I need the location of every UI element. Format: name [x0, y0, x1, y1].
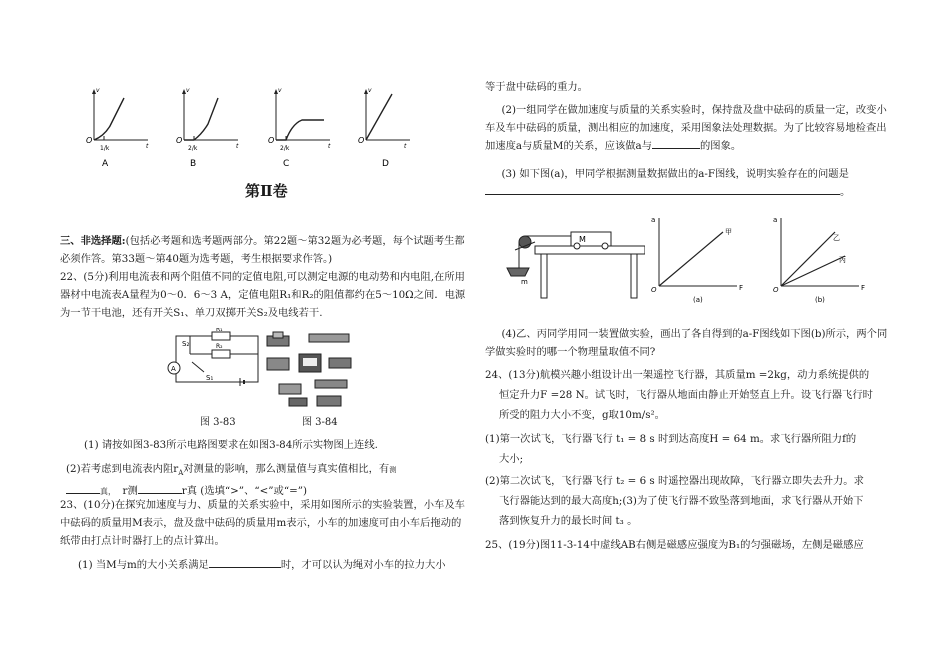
graph-a-f-b — [767, 212, 887, 304]
q23-part3-end: 。 — [840, 186, 851, 198]
q22-part2-b: 对测量的影响，那么测量值与真实值相比，有 — [183, 463, 390, 475]
part3-text: (包括必考题和选考题两部分。第22题～第32题为必考题，每个试题考生都必须作答。第33题～第40题为选考题，考生根据要求作答。) — [60, 235, 465, 265]
graph-c-origin: O — [268, 136, 275, 145]
graph-b-x-label: F — [861, 284, 866, 292]
fig-3-83-caption: 图 3-83 — [200, 417, 236, 428]
graph-c-axis-t: t — [328, 143, 331, 150]
graph-b — [176, 87, 239, 168]
blank-e-compare[interactable] — [66, 493, 100, 494]
q24-line6: (2)第二次试飞，飞行器飞行 t₂ = 6 s 时遥控器出现故障，飞行器立即失去升力。求 — [485, 475, 864, 487]
graph-b-line1-label: 乙 — [833, 234, 840, 242]
graph-a-x-label: F — [739, 284, 744, 292]
q24-line7: 飞行器能达到的最大高度h;(3)为了使飞行器不致坠落到地面，求飞行器从开始下 — [499, 495, 864, 507]
blank-graph-variable[interactable] — [652, 148, 700, 149]
blank-problem[interactable] — [485, 194, 840, 195]
q23-part2-b: 的图象。 — [699, 140, 742, 152]
graph-a-y-label: a — [651, 216, 656, 224]
q24-line4: (1)第一次试飞，飞行器飞行 t₁ = 8 s 时到达高度H = 64 m。求飞行器所阻力f的 — [485, 433, 857, 445]
apparatus-cart-label: M — [579, 235, 586, 244]
section-heading: 第Ⅱ卷 — [245, 182, 288, 200]
blank-r-compare[interactable] — [138, 493, 182, 494]
graph-c-label: C — [283, 159, 290, 168]
q24-line5: 大小; — [499, 453, 524, 465]
graph-b-axis-v: v — [186, 87, 190, 94]
q22-intro: 22、(5分)利用电流表和两个阻值不同的定值电阻,可以测定电源的电动势和内电阻,在所用器材中电流表A量程为0～0．6～3 A，定值电阻R₁和R₂的阻值都约在5～10Ω之间．电源为一节干电池，还有开关S₁、单刀双掷开关S₂及电线若干. — [60, 271, 466, 319]
graph-c-tick: 2/k — [280, 145, 290, 152]
graph-d-axis-t: t — [404, 143, 407, 150]
graph-b-tick: 2/k — [188, 145, 198, 152]
graph-c — [268, 87, 331, 168]
apparatus-pan-label: m — [521, 278, 528, 286]
vt-graphs — [80, 84, 410, 168]
q25-line1: 25、(19分)图11-3-14中虚线AB右侧是磁感应强度为B₁的匀强磁场，左侧是磁感应 — [485, 539, 864, 551]
q24-line2: 恒定升力F =28 N。试飞时，飞行器从地面由静止开始竖直上升。设飞行器飞行时 — [499, 389, 873, 401]
q23-cont: 等于盘中砝码的重力。 — [485, 81, 588, 93]
q22-part2-d: 真， — [100, 487, 116, 497]
circuit-r2: R₂ — [216, 343, 223, 350]
graph-d-axis-v: v — [368, 87, 372, 94]
graph-b-label: B — [190, 159, 197, 168]
circuit-s1: S₁ — [206, 374, 214, 382]
graph-a-label: A — [102, 159, 109, 168]
circuit-ammeter: A — [171, 365, 176, 373]
graph-a-origin: O — [86, 136, 93, 145]
graph-c-axis-v: v — [278, 87, 282, 94]
circuit-r1: R₁ — [216, 328, 223, 333]
q22-part2-g: (选填“>”、“<”或“=”) — [200, 485, 307, 498]
q23-part2-a: (2)一组同学在做加速度与质量的关系实验时，保持盘及盘中砝码的质量一定，改变小车及车中砝码的质量，测出相应的加速度，采用图象法处理数据。为了比较容易地检查出加速度a与质量M的关系，应该做a与 — [485, 104, 887, 152]
q22-part2-e: r测 — [122, 485, 138, 498]
circuit-s2: S₂ — [182, 340, 190, 348]
q22-part1: (1) 请按如图3-83所示电路图要求在如图3-84所示实物图上连线. — [84, 439, 378, 451]
graph-b-y-label: a — [773, 216, 778, 224]
blank-mass-relation[interactable] — [209, 567, 281, 568]
graph-d — [358, 87, 410, 168]
q23-part4: (4)乙、丙同学用同一装置做实验，画出了各自得到的a-F图线如下图(b)所示，两个同学做实验时的哪一个物理量取值不同? — [485, 328, 888, 358]
q24-line8: 落到恢复升力的最长时间 t₃ 。 — [499, 515, 638, 527]
q24-line1: 24、(13分)航模兴趣小组设计出一架遥控飞行器，其质量m =2kg，动力系统提供的 — [485, 369, 870, 381]
q22-part2-c: 测 — [389, 466, 397, 474]
graph-a-tick: 1/k — [100, 145, 110, 152]
q23-part2 — [485, 101, 893, 155]
q23-part3-text: (3) 如下图(a)，甲同学根据测量数据做出的a-F图线，说明实验存在的问题是 — [501, 168, 849, 180]
graph-d-origin: O — [358, 136, 365, 145]
apparatus-figure — [485, 212, 645, 304]
q23-part1-a: (1) 当M与m的大小关系满足 — [78, 559, 209, 571]
graph-b-origin: O — [176, 136, 183, 145]
q22-part2-f: r真 — [181, 485, 198, 498]
graph-a-caption: (a) — [693, 296, 703, 304]
q23-intro: 23、(10分)在探究加速度与力、质量的关系实验中，采用如图所示的实验装置，小车及车中砝码的质量用M表示，盘及盘中砝码的质量用m表示，小车的加速度可由小车后拖动的纸带由打点计时器打上的点计算出。 — [60, 499, 465, 547]
q23-part3 — [485, 165, 893, 201]
graph-b-axis-t: t — [236, 143, 239, 150]
graph-a-origin-label: O — [651, 286, 657, 294]
q24-line3: 所受的阻力大小不变，g取10m/s²。 — [499, 409, 665, 421]
graph-b-line2-label: 丙 — [839, 256, 846, 264]
graph-b-caption: (b) — [815, 296, 825, 304]
q22-part2-sub: A — [178, 469, 184, 478]
q23-part1 — [78, 556, 478, 574]
circuit-diagram — [160, 328, 270, 398]
part3-title: 三、非选择题: — [60, 235, 126, 247]
q22-part2 — [66, 460, 471, 501]
graph-d-label: D — [382, 159, 389, 168]
instruments-figure — [265, 328, 355, 412]
graph-a-line-label: 甲 — [725, 228, 732, 236]
q23-part1-b: 时，才可以认为绳对小车的拉力大小 — [280, 559, 446, 571]
fig-3-84-caption: 图 3-84 — [302, 417, 338, 428]
part3-intro — [60, 232, 465, 268]
graph-a — [86, 87, 149, 168]
graph-b-origin-label: O — [773, 286, 779, 294]
graph-a-f-a — [645, 212, 755, 304]
graph-a-axis-t: t — [146, 143, 149, 150]
graph-a-axis-v: v — [96, 87, 100, 94]
q22-part2-a: (2)若考虑到电流表内阻r — [66, 463, 179, 475]
